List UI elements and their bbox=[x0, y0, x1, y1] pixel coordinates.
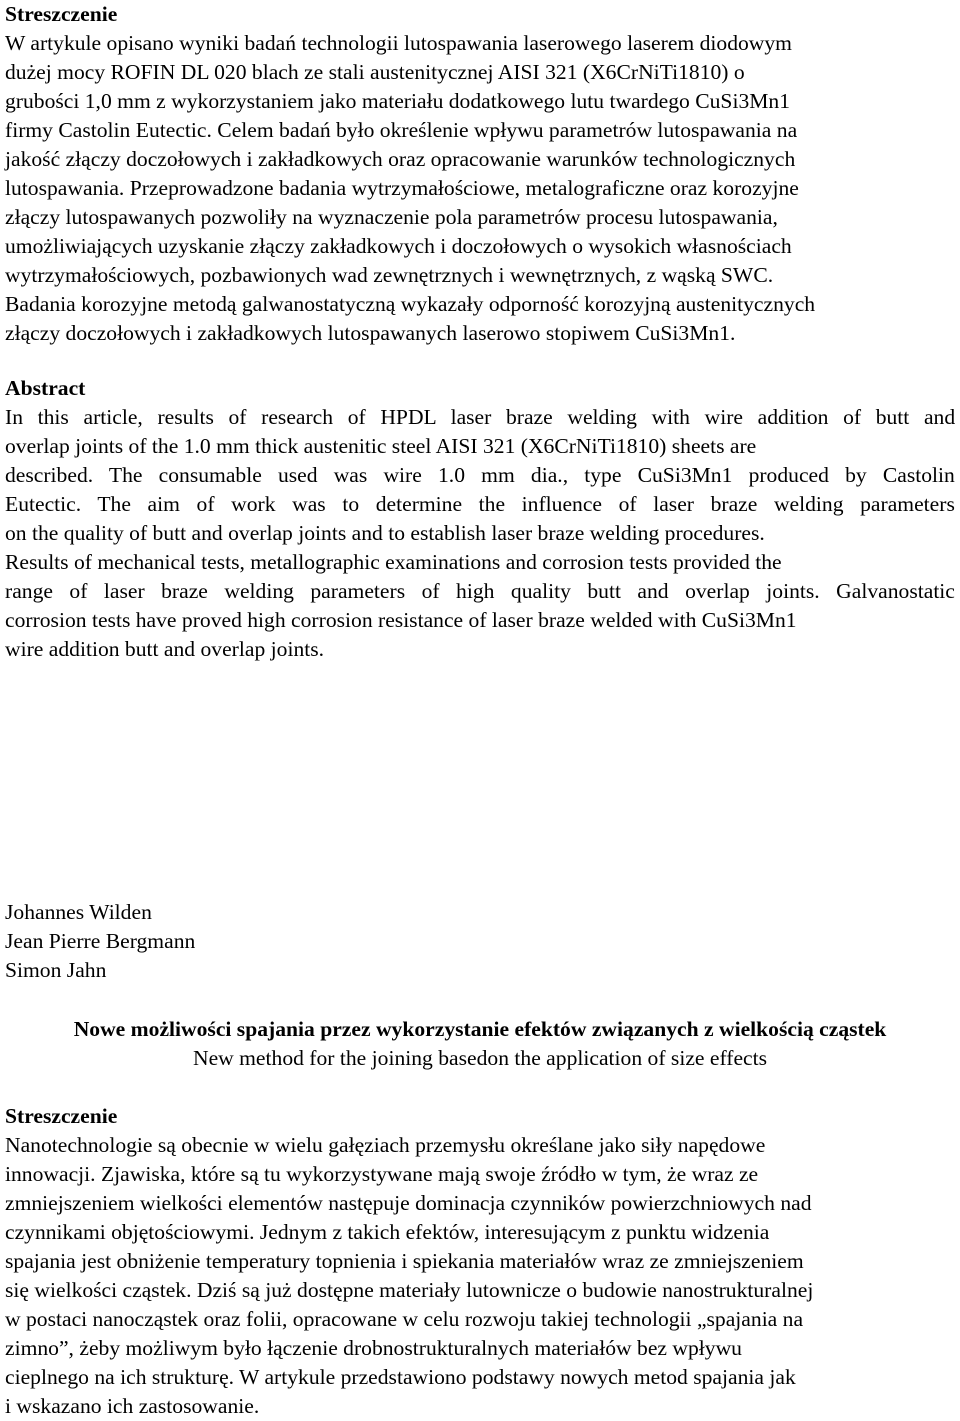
text-line: dużej mocy ROFIN DL 020 blach ze stali austenitycznej AISI 321 (X6CrNiTi1810) o bbox=[5, 60, 745, 84]
abstract-paragraph-en bbox=[5, 403, 955, 664]
text-line: jakość złączy doczołowych i zakładkowych oraz opracowanie warunków technologicznych bbox=[5, 147, 796, 171]
text-line: zimno”, żeby możliwym było łączenie drobnostrukturalnych materiałów bez wpływu bbox=[5, 1336, 742, 1360]
abstract-paragraph-pl bbox=[5, 29, 955, 348]
paper-title-polish: Nowe możliwości spajania przez wykorzystanie efektów związanych z wielkością cząstek bbox=[73, 1017, 887, 1041]
text-line: złączy doczołowych i zakładkowych lutospawanych laserowo stopiwem CuSi3Mn1. bbox=[5, 321, 736, 345]
text-line: grubości 1,0 mm z wykorzystaniem jako materiału dodatkowego lutu twardego CuSi3Mn1 bbox=[5, 89, 791, 113]
text-line: Eutectic. The aim of work was to determine the influence of laser braze welding parameters bbox=[5, 492, 955, 516]
streszczenie-section-1 bbox=[5, 0, 955, 348]
text-line: range of laser braze welding parameters of high quality butt and overlap joints. Galvanostatic bbox=[5, 579, 955, 603]
section-heading: Streszczenie bbox=[5, 1104, 118, 1128]
text-line: on the quality of butt and overlap joints and to establish laser braze welding procedures. bbox=[5, 521, 765, 545]
text-line: Nanotechnologie są obecnie w wielu gałęziach przemysłu określane jako siły napędowe bbox=[5, 1133, 766, 1157]
text-line: W artykule opisano wyniki badań technologii lutospawania laserowego laserem diodowym bbox=[5, 31, 792, 55]
text-line: cieplnego na ich strukturę. W artykule przedstawiono podstawy nowych metod spajania jak bbox=[5, 1365, 796, 1389]
text-line: overlap joints of the 1.0 mm thick austenitic steel AISI 321 (X6CrNiTi1810) sheets are bbox=[5, 434, 757, 458]
author-name: Johannes Wilden bbox=[5, 900, 152, 924]
paper-title-english: New method for the joining basedon the application of size effects bbox=[192, 1046, 768, 1070]
text-line: złączy lutospawanych pozwoliły na wyznaczenie pola parametrów procesu lutospawania, bbox=[5, 205, 778, 229]
streszczenie-section-2 bbox=[5, 1102, 955, 1421]
text-line: czynnikami objętościowymi. Jednym z takich efektów, interesującym z punktu widzenia bbox=[5, 1220, 770, 1244]
text-line: się wielkości cząstek. Dziś są już dostępne materiały lutownicze o budowie nanostrukturalnej bbox=[5, 1278, 814, 1302]
text-line: Badania korozyjne metodą galwanostatyczną wykazały odporność korozyjną austenitycznych bbox=[5, 292, 816, 316]
author-name: Simon Jahn bbox=[5, 958, 107, 982]
text-line: Results of mechanical tests, metallographic examinations and corrosion tests provided the bbox=[5, 550, 782, 574]
text-line: firmy Castolin Eutectic. Celem badań było określenie wpływu parametrów lutospawania na bbox=[5, 118, 798, 142]
section-heading: Streszczenie bbox=[5, 2, 118, 26]
text-line: wire addition butt and overlap joints. bbox=[5, 637, 325, 661]
author-name: Jean Pierre Bergmann bbox=[5, 929, 196, 953]
text-line: i wskazano ich zastosowanie. bbox=[5, 1394, 260, 1418]
text-line: spajania jest obniżenie temperatury topnienia i spiekania materiałów wraz ze zmniejszeniem bbox=[5, 1249, 804, 1273]
abstract-section bbox=[5, 374, 955, 664]
text-line: described. The consumable used was wire 1.0 mm dia., type CuSi3Mn1 produced by Castolin bbox=[5, 463, 955, 487]
author-list bbox=[5, 898, 955, 985]
text-line: zmniejszeniem wielkości elementów następuje dominacja czynników powierzchniowych nad bbox=[5, 1191, 812, 1215]
text-line: lutospawania. Przeprowadzone badania wytrzymałościowe, metalograficzne oraz korozyjne bbox=[5, 176, 799, 200]
abstract-paragraph-pl-2 bbox=[5, 1131, 955, 1421]
text-line: wytrzymałościowych, pozbawionych wad zewnętrznych i wewnętrznych, z wąską SWC. bbox=[5, 263, 774, 287]
text-line: In this article, results of research of HPDL laser braze welding with wire addition of butt and bbox=[5, 405, 956, 429]
text-line: w postaci nanocząstek oraz folii, opracowane w celu rozwoju takiej technologii „spajania na bbox=[5, 1307, 804, 1331]
text-line: corrosion tests have proved high corrosion resistance of laser braze welded with CuSi3Mn1 bbox=[5, 608, 797, 632]
section-heading: Abstract bbox=[5, 376, 86, 400]
text-line: umożliwiających uzyskanie złączy zakładkowych i doczołowych o wysokich własnościach bbox=[5, 234, 792, 258]
text-line: innowacji. Zjawiska, które są tu wykorzystywane mają swoje źródło w tym, że wraz ze bbox=[5, 1162, 759, 1186]
